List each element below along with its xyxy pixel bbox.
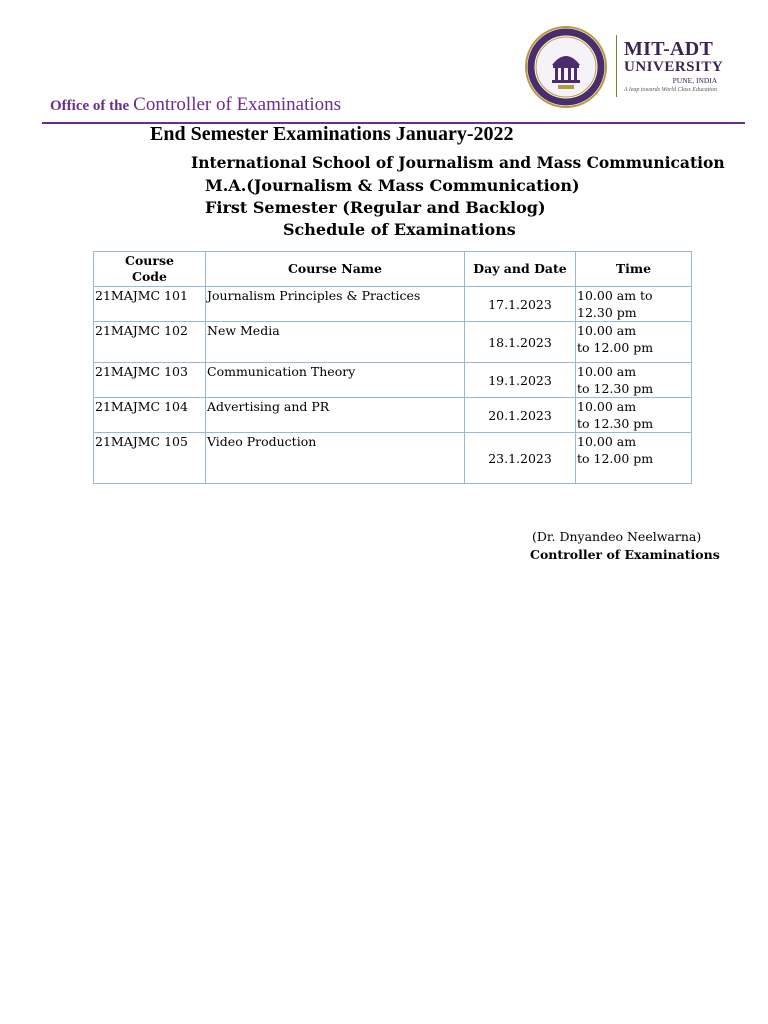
office-heading <box>50 94 341 116</box>
table-row <box>94 398 692 433</box>
page-title: End Semester Examinations January-2022 <box>150 123 514 145</box>
time-line-1: 10.00 am to <box>577 288 653 303</box>
table-row <box>94 433 692 484</box>
table-row <box>94 287 692 322</box>
time-line-1: 10.00 am <box>577 434 637 449</box>
header-course-name: Course Name <box>206 252 465 287</box>
exam-date: 20.1.2023 <box>465 398 576 433</box>
time-line-1: 10.00 am <box>577 399 637 414</box>
exam-time <box>576 398 692 433</box>
course-code: 21MAJMC 104 <box>94 398 206 433</box>
exam-time <box>576 433 692 484</box>
exam-date: 17.1.2023 <box>465 287 576 322</box>
course-name: Video Production <box>206 433 465 484</box>
semester-name: First Semester (Regular and Backlog) <box>205 198 546 217</box>
course-code: 21MAJMC 105 <box>94 433 206 484</box>
table-header-row <box>94 252 692 287</box>
table-row <box>94 322 692 363</box>
exam-time <box>576 287 692 322</box>
office-prefix: Office of the <box>50 98 130 114</box>
time-line-1: 10.00 am <box>577 364 637 379</box>
brand-university: UNIVERSITY <box>624 59 724 75</box>
exam-time <box>576 363 692 398</box>
signatory-designation: Controller of Examinations <box>530 547 720 562</box>
header-time: Time <box>576 252 692 287</box>
exam-date: 19.1.2023 <box>465 363 576 398</box>
course-name: Advertising and PR <box>206 398 465 433</box>
header-day-date: Day and Date <box>465 252 576 287</box>
schedule-table <box>93 251 692 484</box>
course-name: Communication Theory <box>206 363 465 398</box>
time-line-2: to 12.30 pm <box>577 416 654 431</box>
exam-date: 23.1.2023 <box>465 433 576 484</box>
course-code: 21MAJMC 103 <box>94 363 206 398</box>
header-course-code: Course Code <box>94 252 206 287</box>
university-seal-icon <box>520 25 612 109</box>
time-line-2: 12.30 pm <box>577 305 637 320</box>
course-name: New Media <box>206 322 465 363</box>
office-main: Controller of Examinations <box>133 94 342 115</box>
university-logo <box>520 25 735 105</box>
time-line-2: to 12.00 pm <box>577 340 654 355</box>
school-name: International School of Journalism and Mass Communication <box>191 153 725 172</box>
course-code: 21MAJMC 102 <box>94 322 206 363</box>
time-line-1: 10.00 am <box>577 323 637 338</box>
brand-tagline: A leap towards World Class Education <box>624 87 717 93</box>
course-code: 21MAJMC 101 <box>94 287 206 322</box>
brand-location: PUNE, INDIA <box>672 76 718 85</box>
brand-block <box>624 39 723 94</box>
schedule-heading: Schedule of Examinations <box>283 220 516 239</box>
time-line-2: to 12.30 pm <box>577 381 654 396</box>
signatory-name: (Dr. Dnyandeo Neelwarna) <box>532 529 702 544</box>
course-name: Journalism Principles & Practices <box>206 287 465 322</box>
exam-time <box>576 322 692 363</box>
brand-name: MIT-ADT <box>624 38 714 60</box>
logo-divider <box>616 35 617 97</box>
table-row <box>94 363 692 398</box>
program-name: M.A.(Journalism & Mass Communication) <box>205 176 580 195</box>
time-line-2: to 12.00 pm <box>577 451 654 466</box>
exam-date: 18.1.2023 <box>465 322 576 363</box>
